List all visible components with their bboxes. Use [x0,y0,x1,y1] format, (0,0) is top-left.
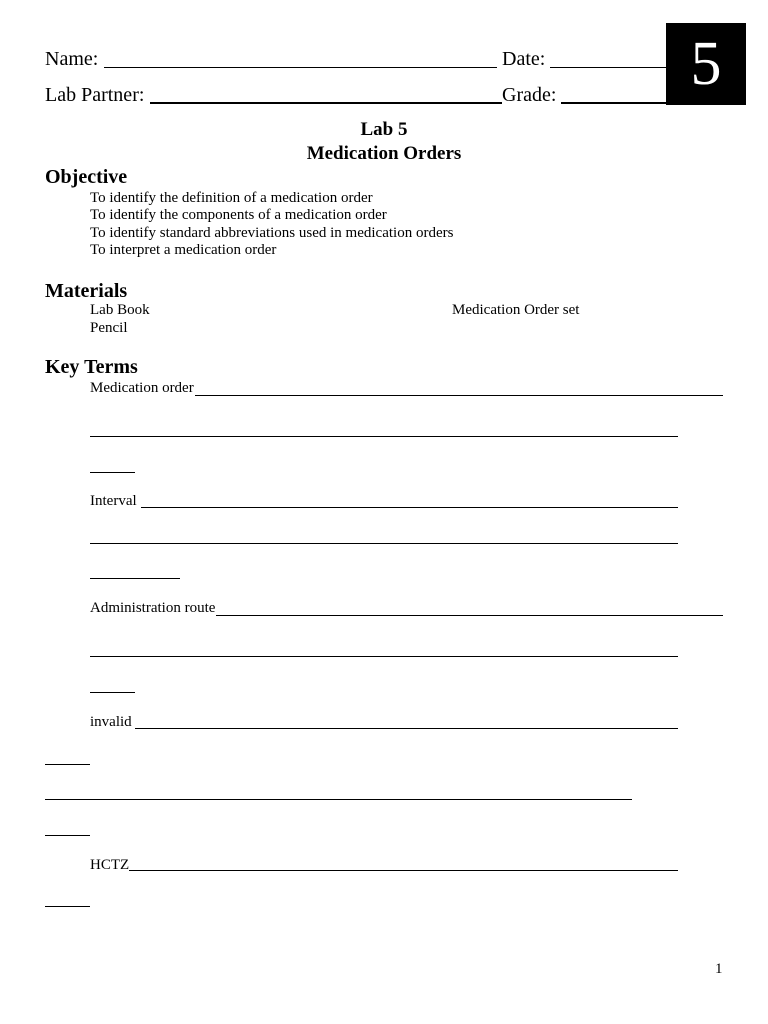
page-number: 1 [715,961,723,977]
answer-line[interactable] [90,436,678,437]
key-term-label: HCTZ [90,857,130,873]
objective-item: To interpret a medication order [90,242,277,258]
answer-line[interactable] [90,543,678,544]
lab-partner-label: Lab Partner: [45,84,145,106]
material-item: Pencil [90,320,128,336]
objective-heading: Objective [45,166,128,188]
answer-line[interactable] [45,906,90,907]
answer-line[interactable] [90,692,135,693]
lab-title: Lab 5 [360,119,408,140]
answer-line[interactable] [216,615,723,616]
lab-partner-field-line[interactable] [150,102,502,104]
answer-line[interactable] [90,578,180,579]
key-term-label: Administration route [90,600,216,616]
grade-label: Grade: [502,84,557,106]
answer-line[interactable] [45,764,90,765]
answer-line[interactable] [45,799,632,800]
answer-line[interactable] [195,395,723,396]
objective-item: To identify the definition of a medication order [90,190,373,206]
answer-line[interactable] [141,507,678,508]
chapter-number-badge: 5 [666,23,746,105]
key-term-label: invalid [90,714,132,730]
lab-topic-title: Medication Orders [306,143,462,164]
objective-item: To identify standard abbreviations used in medication orders [90,225,454,241]
name-field-line[interactable] [104,67,497,68]
date-label: Date: [502,48,546,70]
key-term-label: Interval [90,493,137,509]
material-item: Medication Order set [452,302,580,318]
key-term-label: Medication order [90,380,194,396]
materials-heading: Materials [45,280,128,302]
answer-line[interactable] [129,870,678,871]
material-item: Lab Book [90,302,150,318]
key-terms-heading: Key Terms [45,356,138,378]
grade-field-line[interactable] [561,102,670,104]
answer-line[interactable] [90,472,135,473]
answer-line[interactable] [90,656,678,657]
answer-line[interactable] [135,728,678,729]
date-field-line[interactable] [550,67,670,68]
answer-line[interactable] [45,835,90,836]
name-label: Name: [45,48,99,70]
objective-item: To identify the components of a medication order [90,207,387,223]
